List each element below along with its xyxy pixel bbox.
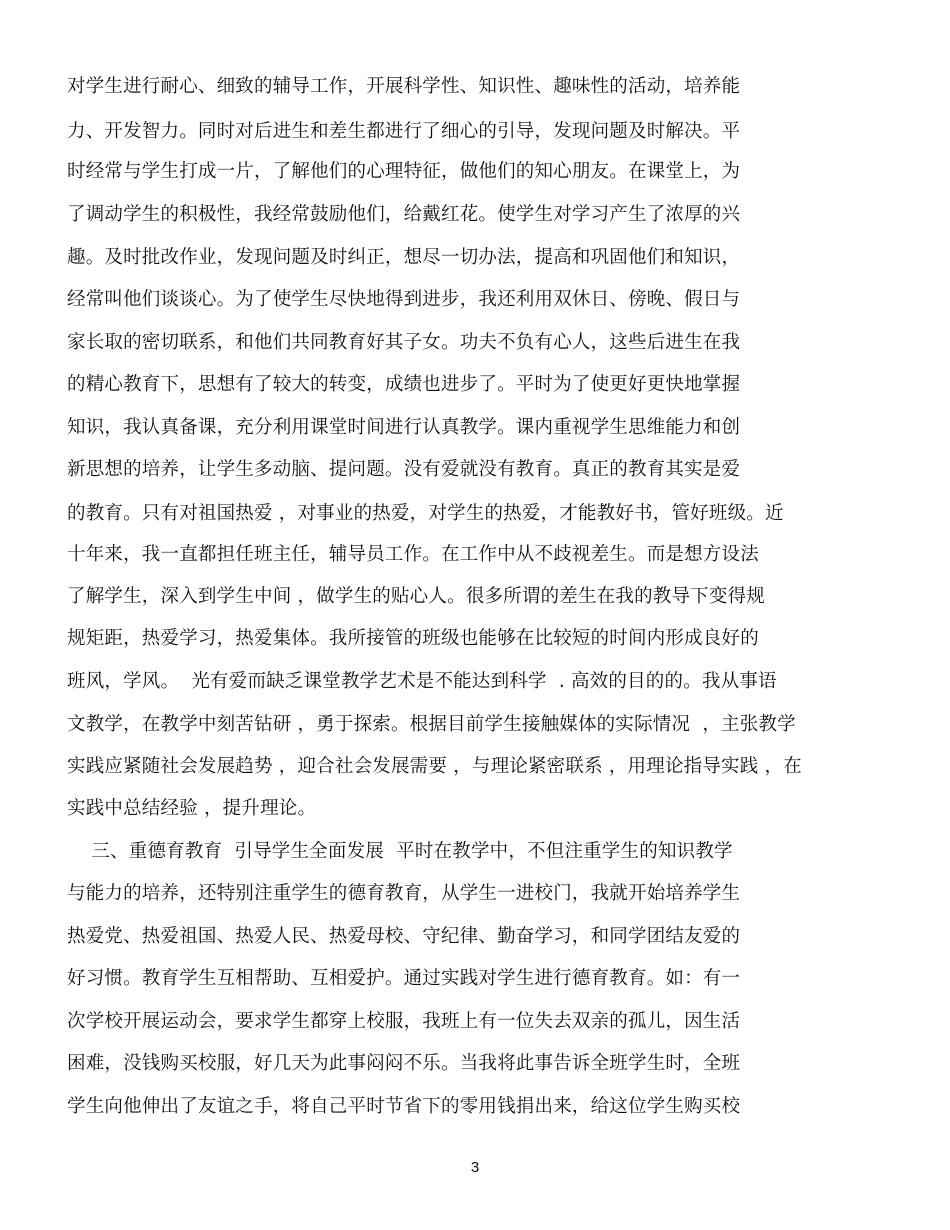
text-line: 对学生进行耐心、细致的辅导工作，开展科学性、知识性、趣味性的活动，培养能: [67, 76, 741, 97]
text-line: 热爱党、热爱祖国、热爱人民、热爱母校、守纪律、勤奋学习，和同学团结友爱的: [67, 926, 741, 947]
text-line: 好习惯。教育学生互相帮助、互相爱护。通过实践对学生进行德育教育。如：有一: [67, 968, 741, 989]
text-line: 困难，没钱购买校服，好几天为此事闷闷不乐。当我将此事告诉全班学生时，全班: [67, 1053, 741, 1074]
text-line: 的教育。只有对祖国热爱 ，对事业的热爱，对学生的热爱，才能教好书，管好班级。近: [67, 503, 784, 524]
text-line: 了调动学生的积极性，我经常鼓励他们，给戴红花。使学生对学习产生了浓厚的兴: [67, 204, 741, 225]
text-line: 的精心教育下，思想有了较大的转变，成绩也进步了。平时为了使更好更快地掌握: [67, 374, 741, 395]
text-line: 学生向他伸出了友谊之手，将自己平时节省下的零用钱捐出来，给这位学生购买校: [67, 1096, 741, 1117]
text-line: 次学校开展运动会，要求学生都穿上校服，我班上有一位失去双亲的孤儿，因生活: [67, 1011, 741, 1032]
text-line: 文教学，在教学中刻苦钻研 ，勇于探索。根据目前学生接触媒体的实际情况 ，主张教学: [67, 714, 796, 735]
page-number: 3: [470, 1159, 480, 1176]
text-line: 知识，我认真备课，充分利用课堂时间进行认真教学。课内重视学生思维能力和创: [67, 417, 741, 438]
text-line: 实践应紧随社会发展趋势 ，迎合社会发展需要 ，与理论紧密联系 ，用理论指导实践 ，在: [67, 756, 802, 777]
text-line: 与能力的培养，还特别注重学生的德育教育，从学生一进校门，我就开始培养学生: [67, 883, 741, 904]
text-line: 十年来，我一直都担任班主任，辅导员工作。在工作中从不歧视差生。而是想方设法: [67, 544, 759, 565]
text-line: 实践中总结经验 ，提升理论。: [67, 798, 317, 819]
text-line: 时经常与学生打成一片，了解他们的心理特征，做他们的知心朋友。在课堂上，为: [67, 161, 741, 182]
text-line: 了解学生，深入到学生中间 ，做学生的贴心人。很多所谓的差生在我的教导下变得规: [67, 586, 765, 607]
text-line: 经常叫他们谈谈心。为了使学生尽快地得到进步，我还利用双休日、傍晚、假日与: [67, 289, 741, 310]
text-line: 三、重德育教育 引导学生全面发展 平时在教学中，不但注重学生的知识教学: [67, 841, 733, 862]
text-line: 家长取的密切联系，和他们共同教育好其子女。功夫不负有心人，这些后进生在我: [67, 332, 741, 353]
text-line: 力、开发智力。同时对后进生和差生都进行了细心的引导，发现问题及时解决。平: [67, 121, 741, 142]
text-line: 规矩距，热爱学习，热爱集体。我所接管的班级也能够在比较短的时间内形成良好的: [67, 628, 759, 649]
text-line: 新思想的培养，让学生多动脑、提问题。没有爱就没有教育。真正的教育其实是爱: [67, 459, 741, 480]
text-line: 趣。及时批改作业，发现问题及时纠正，想尽一切办法，提高和巩固他们和知识，: [67, 247, 741, 268]
text-line: 班风，学风。 光有爱而缺乏课堂教学艺术是不能达到科学 . 高效的目的的。我从事语: [67, 671, 777, 692]
